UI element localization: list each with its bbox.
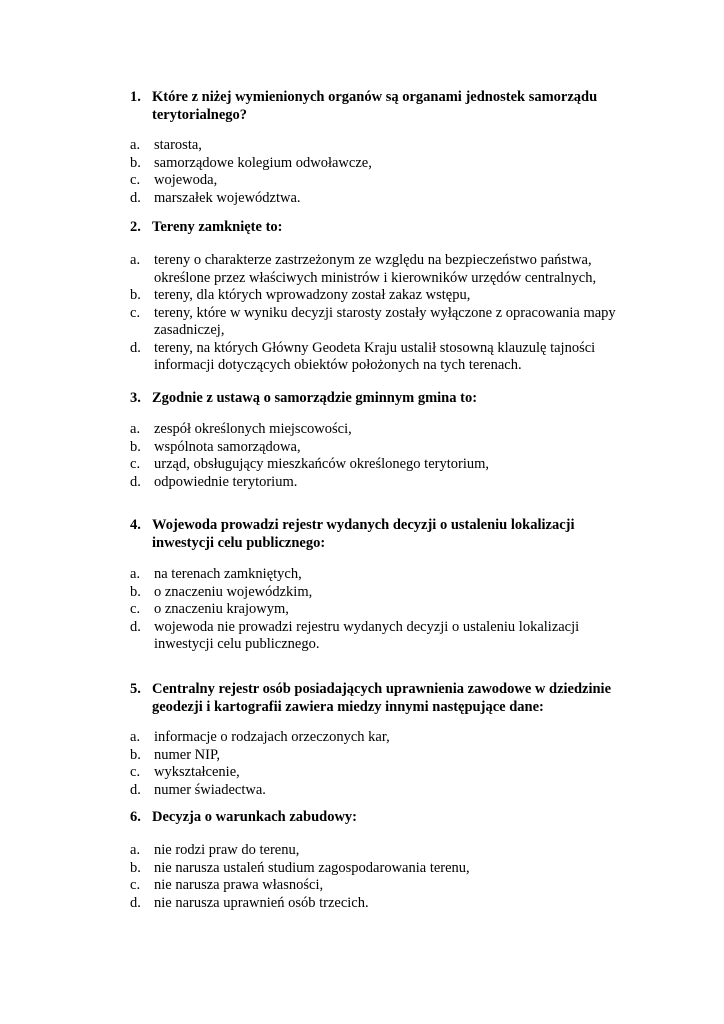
question-6-heading [130,808,630,826]
option-text: odpowiednie terytorium. [154,473,298,490]
option-letter: b . [130,287,141,305]
option-letter: c . [130,305,140,323]
option-a [130,421,640,439]
question-5-heading [130,680,630,716]
option-letter: c . [130,172,140,190]
option-c [130,305,640,340]
question-number: 1. [130,89,141,105]
question-number: 2. [130,219,141,235]
question-number: 3. [130,390,141,406]
option-a [130,566,640,584]
question-text: Decyzja o warunkach zabudowy: [152,809,358,825]
option-letter: c . [130,764,140,782]
option-letter: c . [130,877,140,895]
option-d [130,190,640,208]
option-d [130,782,640,800]
question-text: Które z niżej wymienionych organów są organami jednostek samorządu terytorialnego? [152,89,598,123]
option-text: nie narusza prawa własności, [154,877,324,893]
option-b [130,155,640,173]
option-b [130,287,640,305]
question-text: Wojewoda prowadzi rejestr wydanych decyzji o ustaleniu lokalizacji inwestycji celu publicznego: [152,517,575,551]
option-text: urząd, obsługujący mieszkańców określonego terytorium, [154,456,490,472]
option-d [130,895,640,913]
question-4-heading [130,516,630,552]
option-letter: d . [130,782,141,800]
question-2-heading [130,218,630,236]
option-text: wojewoda, [154,172,218,188]
option-letter: d . [130,895,141,913]
option-text: tereny, na których Główny Geodeta Kraju ustalił stosowną klauzulę tajności informacji dotyczących obiektów położonych na tych terenach. [154,339,596,373]
question-1-options [130,137,640,207]
option-text: nie narusza ustaleń studium zagospodarowania terenu, [154,859,470,876]
option-letter: b . [130,860,141,878]
option-text: nie narusza uprawnień osób trzecich. [154,894,369,911]
option-letter: a . [130,137,140,155]
option-c [130,764,640,782]
option-b [130,584,640,602]
option-text: tereny o charakterze zastrzeżonym ze względu na bezpieczeństwo państwa, określone przez właściwych ministrów i kierowników urzędów centralnych, [154,252,597,286]
option-c [130,456,640,474]
question-5-options [130,729,640,799]
option-text: wspólnota samorządowa, [154,438,301,455]
question-number: 4. [130,517,141,533]
option-text: starosta, [154,137,202,153]
option-b [130,860,640,878]
question-number: 6. [130,809,141,825]
option-c [130,877,640,895]
option-text: informacje o rodzajach orzeczonych kar, [154,729,390,745]
option-letter: b . [130,439,141,457]
question-text: Zgodnie z ustawą o samorządzie gminnym gmina to: [152,390,478,406]
option-c [130,601,640,619]
option-letter: b . [130,584,141,602]
option-letter: c . [130,601,140,619]
option-b [130,747,640,765]
option-d [130,474,640,492]
option-letter: a . [130,421,140,439]
option-text: na terenach zamkniętych, [154,566,302,582]
option-text: wykształcenie, [154,764,240,780]
option-text: nie rodzi praw do terenu, [154,842,300,858]
option-letter: b . [130,155,141,173]
question-text: Tereny zamknięte to: [152,219,283,235]
option-text: tereny, dla których wprowadzony został zakaz wstępu, [154,287,471,303]
option-letter: c . [130,456,140,474]
option-text: o znaczeniu wojewódzkim, [154,583,313,600]
option-b [130,439,640,457]
option-letter: a . [130,566,140,584]
option-c [130,172,640,190]
question-text: Centralny rejestr osób posiadających uprawnienia zawodowe w dziedzinie geodezji i kartografii zawiera miedzy innymi następujące dane: [152,681,612,715]
option-letter: a . [130,729,140,747]
option-text: samorządowe kolegium odwoławcze, [154,154,372,171]
option-a [130,842,640,860]
option-a [130,252,640,287]
question-3-options [130,421,640,491]
option-letter: b . [130,747,141,765]
option-letter: a . [130,842,140,860]
option-text: wojewoda nie prowadzi rejestru wydanych decyzji o ustaleniu lokalizacji inwestycji celu publicznego. [154,618,580,652]
option-text: zespół określonych miejscowości, [154,421,352,437]
option-d [130,340,640,375]
option-letter: d . [130,340,141,358]
question-3-heading [130,389,630,407]
option-d [130,619,640,654]
option-a [130,729,640,747]
option-letter: d . [130,619,141,637]
question-4-options [130,566,640,654]
question-1-heading [130,88,630,124]
option-a [130,137,640,155]
option-text: numer świadectwa. [154,781,266,798]
option-letter: d . [130,474,141,492]
question-number: 5. [130,681,141,697]
option-text: tereny, które w wyniku decyzji starosty zostały wyłączone z opracowania mapy zasadniczej, [154,304,616,338]
option-letter: d . [130,190,141,208]
option-text: o znaczeniu krajowym, [154,601,289,617]
question-6-options [130,842,640,912]
option-text: numer NIP, [154,746,221,763]
option-text: marszałek województwa. [154,189,301,206]
option-letter: a . [130,252,140,270]
question-2-options [130,252,640,375]
